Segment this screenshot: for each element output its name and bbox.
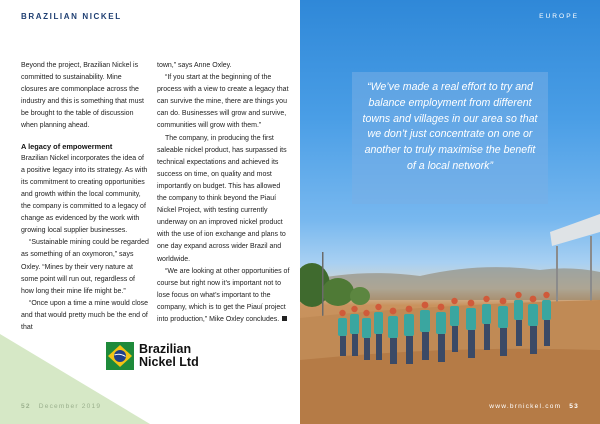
- pull-quote: “We’ve made a real effort to try and balance employment from different towns and villages in our area so that we don’t just concentrate on one or another to truly maximise the benefit of a local network”: [362, 81, 538, 172]
- paragraph: “Once upon a time a mine would close and that would pretty much be the end of that: [21, 299, 149, 331]
- logo-line-1: Brazilian: [139, 342, 192, 356]
- paragraph: “Sustainable mining could be regarded as something of an oxymoron,” says Oxley. “Mines by their very nature at some point will run out, regardless of how long their mine life might be.”: [21, 239, 149, 295]
- logo-text: [139, 343, 199, 369]
- paragraph: town,” says Anne Oxley.: [157, 62, 232, 69]
- text-column-1: [21, 60, 149, 334]
- page-number: 53: [569, 403, 579, 410]
- right-page: [300, 0, 600, 424]
- subheading: A legacy of empowerment: [21, 141, 113, 151]
- section-header: BRAZILIAN NICKEL: [21, 12, 122, 21]
- site-workers-photo: [300, 0, 600, 424]
- paragraph: The company, in producing the first saleable nickel product, has surpassed its technical expectations and achieved its success on time, on quality and most importantly on budget. This has allowed the company to think beyond the Piauí Nickel Project, with testing currently underway on an improved nickel product with the use of ion exchange and plans to one day expand across wider Brazil and worldwide.: [157, 134, 287, 263]
- website-url: www.brnickel.com: [489, 403, 562, 410]
- paragraph: [157, 266, 290, 326]
- logo-line-2: Nickel Ltd: [139, 355, 199, 369]
- right-footer: [489, 403, 579, 410]
- paragraph: Brazilian Nickel incorporates the idea of a positive legacy into its strategy. As with its commitment to creating opportunities and growth within the local community, the company is committed to a legacy of change as evidenced by the work with growing local supplier businesses.: [21, 154, 148, 235]
- region-label: EUROPE: [539, 13, 579, 20]
- text-column-2: [157, 60, 290, 326]
- paragraph: “If you start at the beginning of the process with a view to create a legacy that can survive the mine, there are things you can do. Businesses will grow and survive, communities will grow with them.”: [157, 74, 289, 130]
- issue-date: December 2019: [38, 403, 102, 410]
- brazil-flag-icon: [106, 342, 134, 370]
- page-number: 52: [21, 403, 31, 410]
- closing-text: “We are looking at other opportunities of course but right now it’s important not to lose focus on what’s important to the company, which is to get the Piauí project into production,” Mike Oxley concludes.: [157, 267, 290, 323]
- left-footer: [21, 403, 101, 410]
- end-mark-icon: [282, 316, 287, 321]
- paragraph: Beyond the project, Brazilian Nickel is committed to sustainability. Mine closures are commonplace across the industry and this is something that must be brought to the table of discussion when planning ahead.: [21, 62, 144, 130]
- company-logo: [106, 342, 199, 370]
